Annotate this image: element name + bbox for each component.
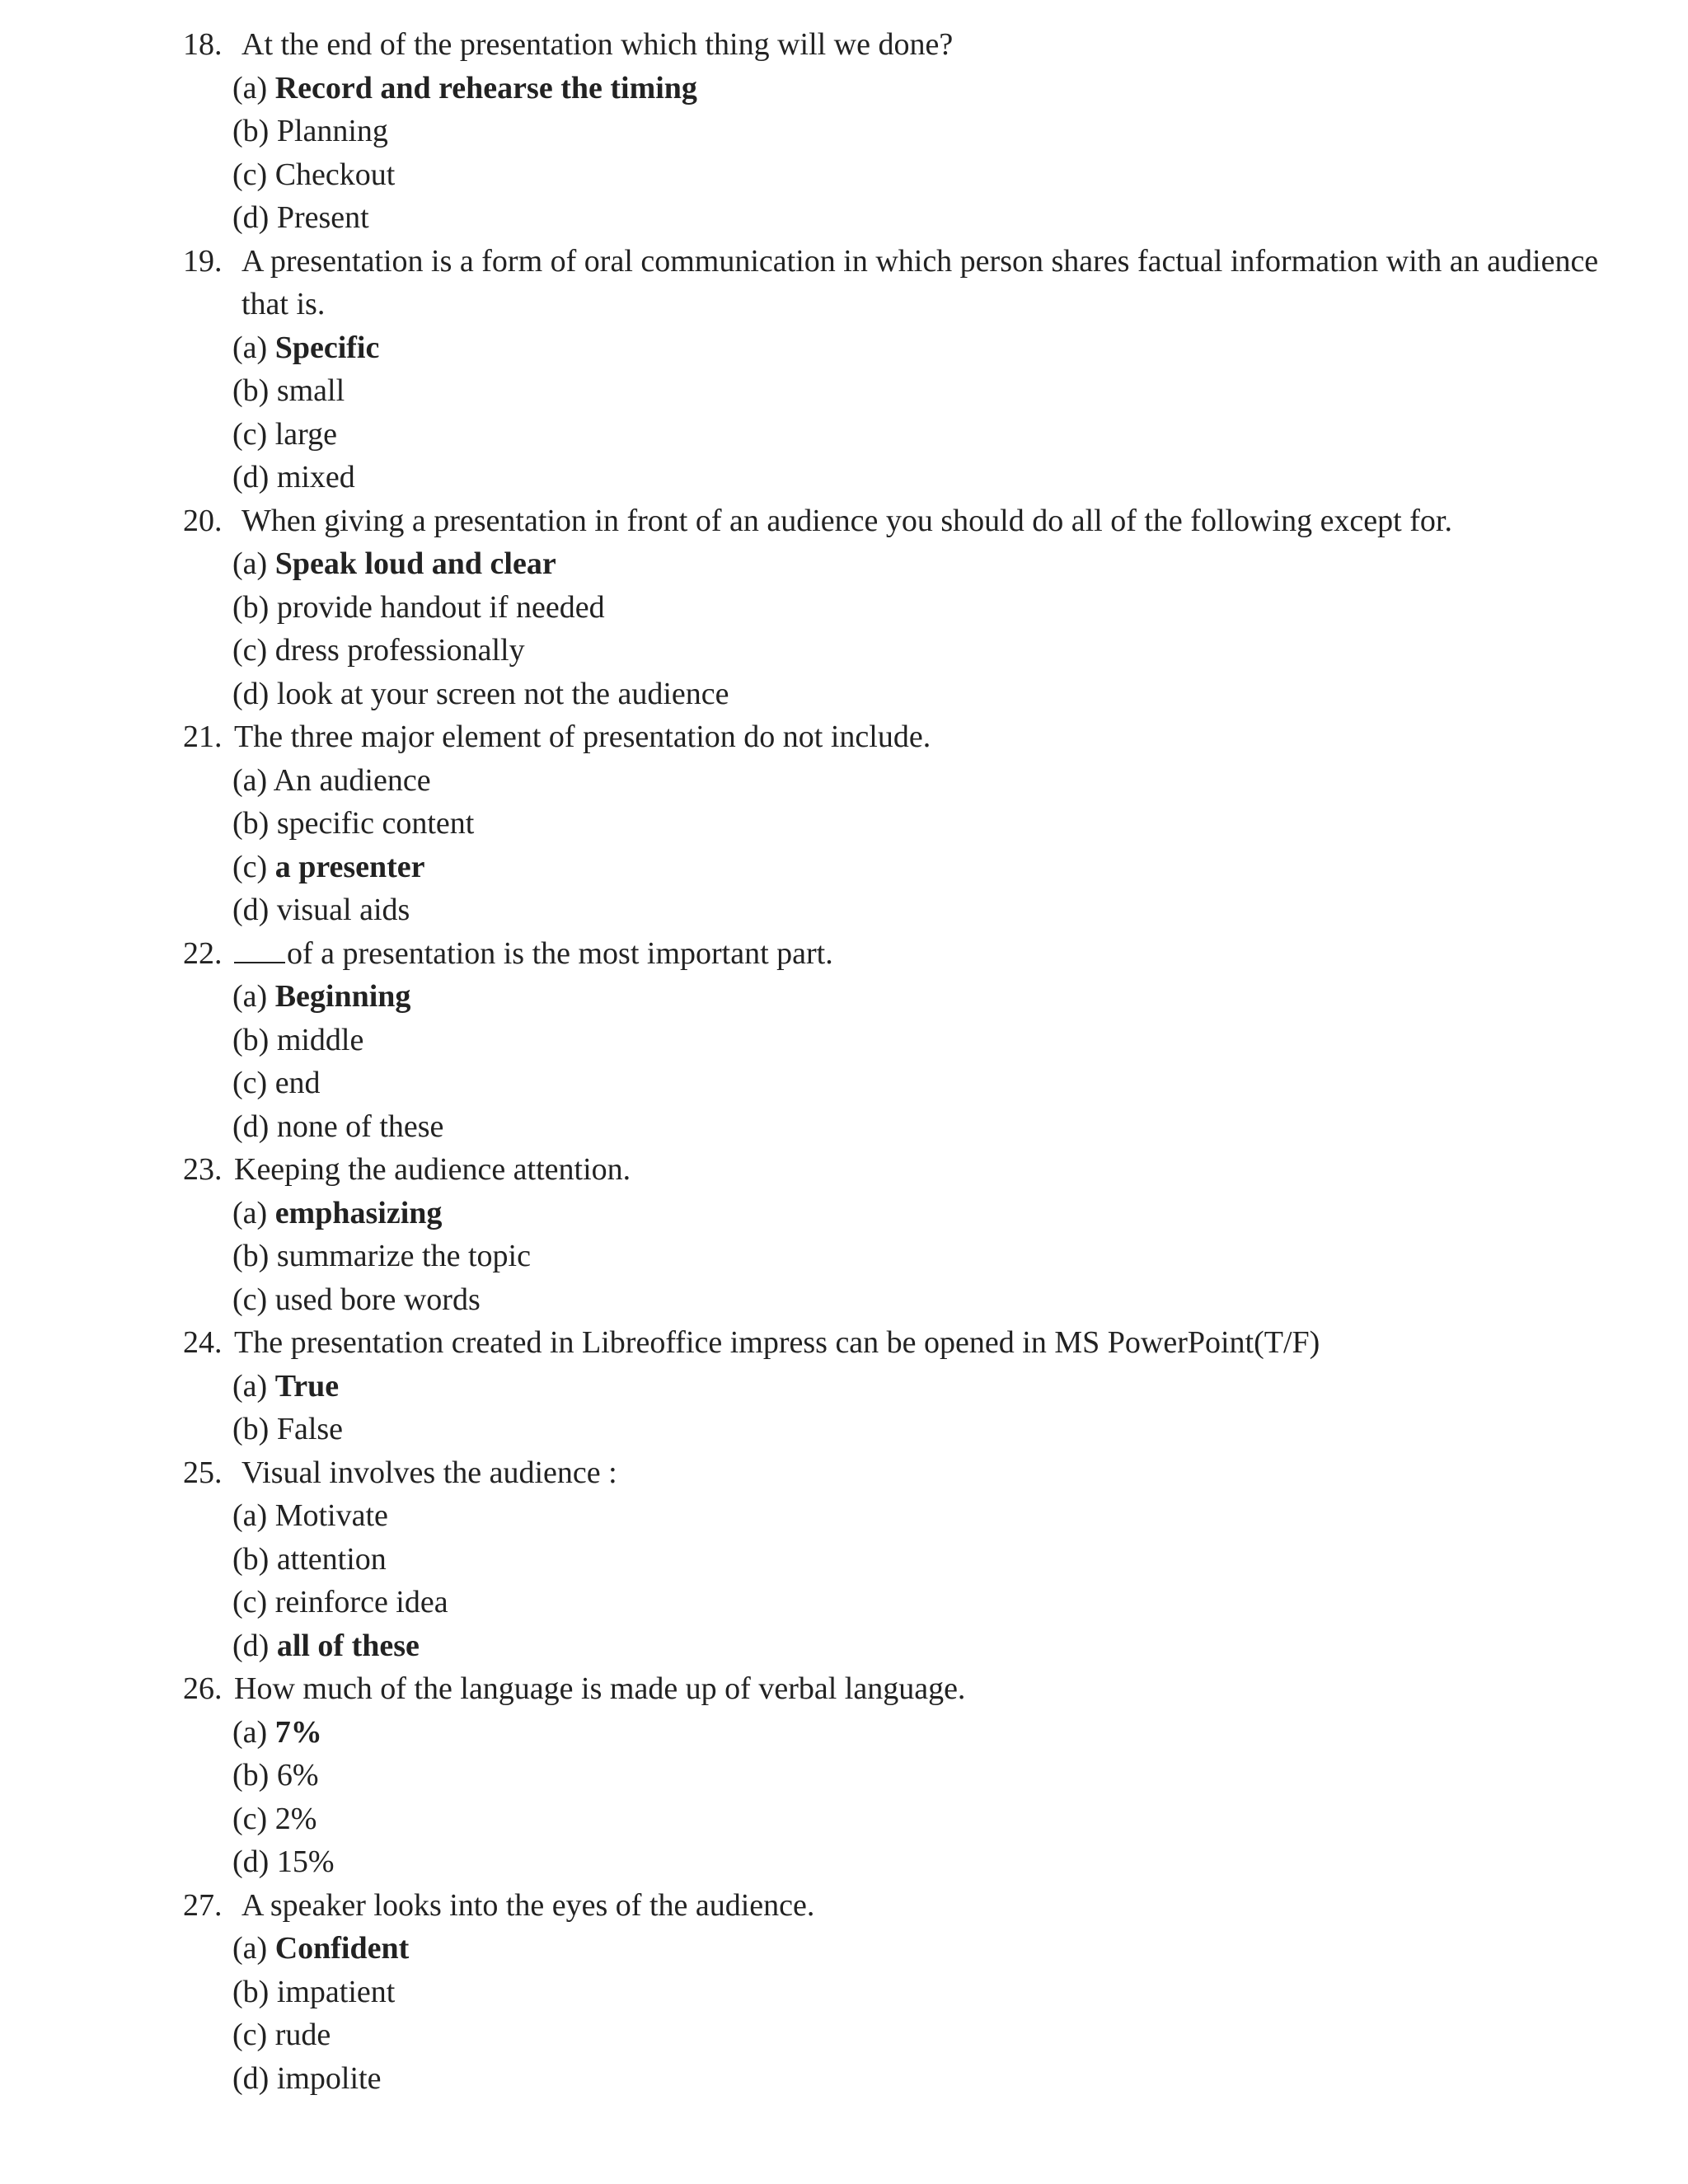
option-item bbox=[183, 1581, 1606, 1624]
question-number: 19. bbox=[183, 243, 223, 279]
question-number: 24. bbox=[183, 1325, 223, 1360]
question-text-wrap bbox=[241, 499, 1606, 543]
option-item bbox=[183, 1019, 1606, 1062]
option-label: (b) bbox=[232, 114, 270, 148]
question-text: At the end of the presentation which thing will we done? bbox=[241, 27, 954, 62]
option-label: (b) bbox=[232, 1412, 270, 1446]
option-text: visual aids bbox=[276, 893, 410, 927]
option-label: (d) bbox=[232, 1628, 270, 1663]
question-item bbox=[183, 240, 1606, 499]
option-label: (d) bbox=[232, 1108, 270, 1144]
option-text: mixed bbox=[276, 460, 355, 494]
option-item bbox=[183, 2057, 1606, 2101]
option-text: dress professionally bbox=[274, 633, 525, 668]
option-label: (b) bbox=[232, 1974, 270, 2009]
question-line bbox=[183, 1451, 1606, 1495]
option-item bbox=[183, 67, 1606, 110]
question-line bbox=[183, 499, 1606, 543]
option-label: (a) bbox=[232, 330, 268, 365]
option-list bbox=[183, 975, 1606, 1148]
correct-answer-text: Record and rehearse the timing bbox=[274, 70, 697, 105]
option-text: summarize the topic bbox=[276, 1239, 531, 1273]
option-text: attention bbox=[276, 1541, 387, 1577]
option-item bbox=[183, 888, 1606, 932]
option-text: An audience bbox=[273, 762, 431, 798]
question-line bbox=[183, 932, 1606, 976]
question-text-wrap bbox=[234, 1667, 1606, 1711]
question-number: 18. bbox=[183, 27, 223, 62]
question-line bbox=[183, 23, 1606, 67]
option-label: (b) bbox=[232, 1758, 270, 1793]
option-item bbox=[183, 1927, 1606, 1971]
option-list bbox=[183, 67, 1606, 240]
option-item bbox=[183, 1278, 1606, 1322]
correct-answer-text: Beginning bbox=[274, 979, 411, 1014]
option-item bbox=[183, 326, 1606, 370]
option-item bbox=[183, 413, 1606, 457]
correct-answer-text: emphasizing bbox=[274, 1195, 443, 1230]
option-text: provide handout if needed bbox=[276, 589, 605, 625]
option-item bbox=[183, 153, 1606, 197]
option-label: (b) bbox=[232, 1239, 270, 1273]
question-line bbox=[183, 240, 1606, 326]
question-line bbox=[183, 1148, 1606, 1192]
option-text: impatient bbox=[276, 1974, 396, 2009]
option-item bbox=[183, 1105, 1606, 1149]
option-label: (a) bbox=[232, 1195, 268, 1230]
option-item bbox=[183, 1062, 1606, 1105]
question-text: When giving a presentation in front of an audience you should do all of the following except for. bbox=[241, 503, 1452, 538]
question-item bbox=[183, 932, 1606, 1149]
option-text: 6% bbox=[276, 1758, 319, 1793]
option-label: (a) bbox=[232, 1368, 268, 1404]
correct-answer-text: all of these bbox=[276, 1628, 420, 1663]
option-text: reinforce idea bbox=[274, 1585, 448, 1619]
question-item bbox=[183, 1148, 1606, 1321]
option-item bbox=[183, 1797, 1606, 1841]
question-number: 26. bbox=[183, 1671, 223, 1706]
option-label: (c) bbox=[232, 2018, 268, 2052]
question-text: Visual involves the audience : bbox=[241, 1455, 617, 1490]
option-label: (c) bbox=[232, 849, 268, 884]
option-item bbox=[183, 1754, 1606, 1797]
option-list bbox=[183, 1711, 1606, 1884]
option-text: Planning bbox=[276, 114, 388, 148]
question-line bbox=[183, 1667, 1606, 1711]
correct-answer-text: a presenter bbox=[274, 849, 425, 884]
question-number: 25. bbox=[183, 1455, 223, 1490]
question-text: of a presentation is the most important part. bbox=[287, 935, 833, 971]
option-item bbox=[183, 1192, 1606, 1235]
correct-answer-text: Speak loud and clear bbox=[274, 546, 556, 581]
question-number: 27. bbox=[183, 1887, 223, 1923]
option-label: (a) bbox=[232, 70, 268, 105]
fill-in-blank bbox=[234, 937, 285, 963]
option-label: (a) bbox=[232, 1498, 268, 1533]
correct-answer-text: Specific bbox=[274, 330, 380, 365]
option-text: specific content bbox=[276, 806, 475, 841]
question-text: A speaker looks into the eyes of the audience. bbox=[241, 1887, 815, 1923]
question-text: A presentation is a form of oral communication in which person shares factual information with an audience that is. bbox=[241, 243, 1599, 321]
option-label: (d) bbox=[232, 676, 270, 711]
question-text: The three major element of presentation do not include. bbox=[234, 719, 931, 754]
question-number: 20. bbox=[183, 503, 223, 538]
option-label: (a) bbox=[232, 546, 268, 581]
option-label: (b) bbox=[232, 1541, 270, 1577]
option-item bbox=[183, 1538, 1606, 1582]
option-text: Checkout bbox=[274, 157, 396, 192]
option-item bbox=[183, 1494, 1606, 1538]
question-number: 22. bbox=[183, 935, 223, 971]
question-line bbox=[183, 1884, 1606, 1928]
option-label: (d) bbox=[232, 2060, 270, 2096]
option-text: Present bbox=[276, 200, 369, 235]
option-list bbox=[183, 326, 1606, 499]
option-label: (d) bbox=[232, 200, 270, 235]
option-item bbox=[183, 1235, 1606, 1278]
option-label: (c) bbox=[232, 416, 268, 452]
option-item bbox=[183, 629, 1606, 673]
option-text: 15% bbox=[276, 1844, 335, 1879]
option-text: impolite bbox=[276, 2060, 382, 2096]
option-item bbox=[183, 846, 1606, 889]
question-item bbox=[183, 23, 1606, 240]
question-text-wrap bbox=[234, 1321, 1606, 1365]
question-item bbox=[183, 1321, 1606, 1451]
option-text: middle bbox=[276, 1022, 364, 1057]
option-label: (d) bbox=[232, 893, 270, 927]
option-item bbox=[183, 759, 1606, 803]
option-item bbox=[183, 2013, 1606, 2057]
question-text-wrap bbox=[234, 715, 1606, 759]
option-list bbox=[183, 1365, 1606, 1451]
option-label: (c) bbox=[232, 157, 268, 192]
question-item bbox=[183, 1884, 1606, 2101]
option-text: False bbox=[276, 1412, 344, 1446]
option-text: 2% bbox=[274, 1801, 317, 1836]
option-item bbox=[183, 975, 1606, 1019]
question-text-wrap bbox=[241, 1451, 1606, 1495]
question-number: 23. bbox=[183, 1152, 223, 1187]
option-label: (a) bbox=[232, 1931, 268, 1966]
question-item bbox=[183, 499, 1606, 716]
option-label: (b) bbox=[232, 373, 270, 408]
option-item bbox=[183, 369, 1606, 413]
question-item bbox=[183, 1667, 1606, 1884]
option-label: (c) bbox=[232, 1585, 268, 1619]
question-line bbox=[183, 715, 1606, 759]
option-label: (c) bbox=[232, 1801, 268, 1836]
option-item bbox=[183, 586, 1606, 630]
question-text: How much of the language is made up of verbal language. bbox=[234, 1671, 966, 1706]
question-text-wrap bbox=[241, 23, 1606, 67]
option-item bbox=[183, 1365, 1606, 1408]
question-item bbox=[183, 715, 1606, 932]
correct-answer-text: 7% bbox=[274, 1714, 322, 1750]
question-text-wrap bbox=[241, 240, 1606, 326]
option-item bbox=[183, 196, 1606, 240]
option-item bbox=[183, 1840, 1606, 1884]
question-line bbox=[183, 1321, 1606, 1365]
question-item bbox=[183, 1451, 1606, 1668]
option-text: none of these bbox=[276, 1108, 444, 1144]
option-list bbox=[183, 1192, 1606, 1322]
question-text: Keeping the audience attention. bbox=[234, 1152, 631, 1187]
option-item bbox=[183, 1408, 1606, 1451]
option-text: end bbox=[274, 1066, 321, 1100]
question-text-wrap bbox=[234, 1148, 1606, 1192]
option-label: (d) bbox=[232, 460, 270, 494]
option-item bbox=[183, 1711, 1606, 1755]
question-text: The presentation created in Libreoffice impress can be opened in MS PowerPoint(T/F) bbox=[234, 1325, 1320, 1360]
option-item bbox=[183, 542, 1606, 586]
option-text: used bore words bbox=[274, 1282, 481, 1317]
option-item bbox=[183, 1971, 1606, 2014]
option-label: (c) bbox=[232, 1282, 268, 1317]
option-item bbox=[183, 673, 1606, 716]
option-text: small bbox=[276, 373, 345, 408]
correct-answer-text: Confident bbox=[274, 1931, 410, 1966]
question-number: 21. bbox=[183, 719, 223, 754]
option-label: (b) bbox=[232, 589, 270, 625]
correct-answer-text: True bbox=[274, 1368, 340, 1404]
option-item bbox=[183, 802, 1606, 846]
option-item bbox=[183, 1624, 1606, 1668]
option-label: (c) bbox=[232, 633, 268, 668]
option-label: (d) bbox=[232, 1844, 270, 1879]
option-label: (c) bbox=[232, 1066, 268, 1100]
question-text-wrap bbox=[234, 932, 1606, 976]
option-text: Motivate bbox=[274, 1498, 388, 1533]
option-label: (a) bbox=[232, 1714, 268, 1750]
option-list bbox=[183, 1927, 1606, 2100]
option-text: rude bbox=[274, 2018, 331, 2052]
option-list bbox=[183, 1494, 1606, 1667]
option-label: (b) bbox=[232, 1022, 270, 1057]
option-item bbox=[183, 110, 1606, 153]
option-text: large bbox=[274, 416, 337, 452]
option-list bbox=[183, 759, 1606, 932]
option-label: (a) bbox=[232, 979, 268, 1014]
option-label: (b) bbox=[232, 806, 270, 841]
option-text: look at your screen not the audience bbox=[276, 676, 729, 711]
question-text-wrap bbox=[241, 1884, 1606, 1928]
option-item bbox=[183, 456, 1606, 499]
option-label: (a) bbox=[232, 762, 268, 798]
option-list bbox=[183, 542, 1606, 715]
